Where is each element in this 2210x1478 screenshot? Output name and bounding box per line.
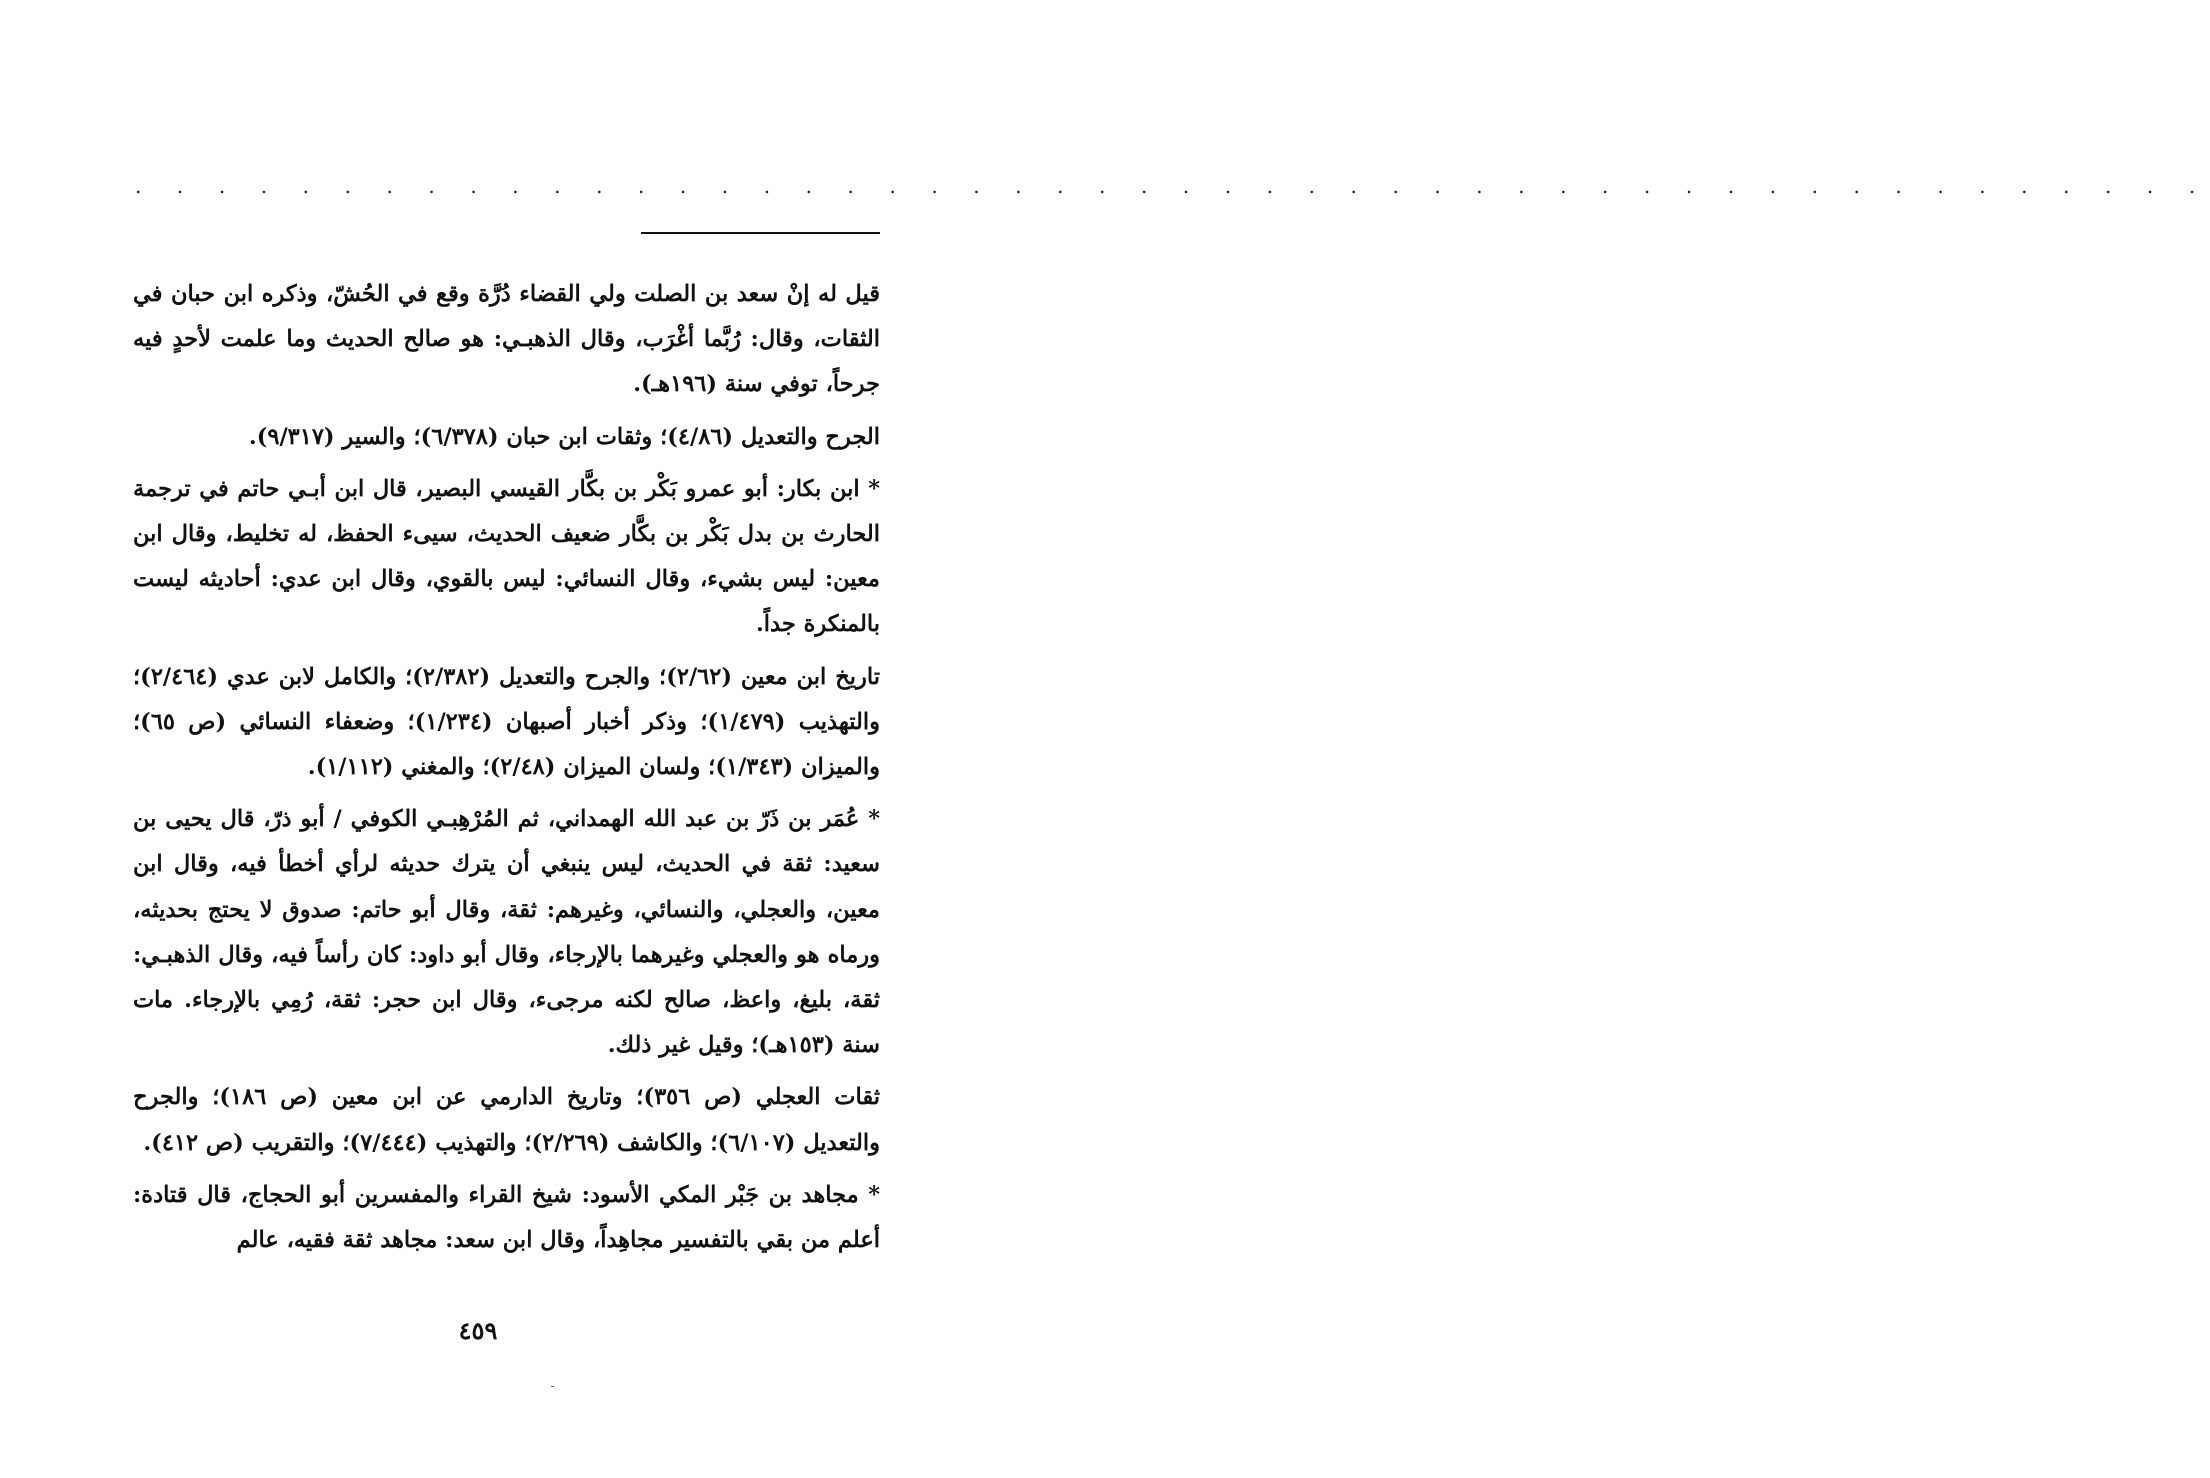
footnote-paragraph: قيل له إنْ سعد بن الصلت ولي القضاء دُرَّة وقع في الحُشّ، وذكره ابن حبان في الثقات، وقال: رُبَّما أغْرَب، وقال الذهبـي: هو صالح الحديث وما علمت لأحدٍ فيه جرحاً، توفي سنة (١٩٦هـ).	[133, 281, 880, 398]
footnote-separator-dots: . . . . . . . . . . . . . . . . . . . . . . . . . . . . . . . . . . . . . . . . . . . . . . . . . .	[135, 174, 2210, 198]
footnote-rule	[641, 232, 880, 234]
footnote-paragraph: * ابن بكار: أبو عمرو بَكْر بن بكَّار القيسي البصير، قال ابن أبـي حاتم في ترجمة الحارث بن بدل بَكْر بن بكَّار ضعيف الحديث، سيىء الحفظ، له تخليط، وقال ابن معين: ليس بشيء، وقال النسائي: ليس بالقوي، وقال ابن عدي: أحاديثه ليست بالمنكرة جداً.	[133, 475, 880, 638]
footnote-reference: الجرح والتعديل (٤/٨٦)؛ وثقات ابن حبان (٦/٣٧٨)؛ والسير (٩/٣١٧).	[248, 423, 880, 450]
footnotes-body	[133, 272, 880, 1270]
footnote-paragraph: * مجاهد بن جَبْر المكي الأسود: شيخ القراء والمفسرين أبو الحجاج، قال قتادة: أعلم من بقي بالتفسير مجاهِداً، وقال ابن سعد: مجاهد ثقة فقيه، عالم	[133, 1181, 880, 1254]
scan-speck	[551, 1386, 554, 1387]
footnote-reference: ثقات العجلي (ص ٣٥٦)؛ وتاريخ الدارمي عن ابن معين (ص ١٨٦)؛ والجرح والتعديل (٦/١٠٧)؛ والكاشف (٢/٢٦٩)؛ والتهذيب (٧/٤٤٤)؛ والتقريب (ص ٤١٢).	[133, 1084, 880, 1156]
footnote-reference: تاريخ ابن معين (٢/٦٢)؛ والجرح والتعديل (٢/٣٨٢)؛ والكامل لابن عدي (٢/٤٦٤)؛ والتهذيب (١/٤٧٩)؛ وذكر أخبار أصبهان (١/٢٣٤)؛ وضعفاء النسائي (ص ٦٥)؛ والميزان (١/٣٤٣)؛ ولسان الميزان (٢/٤٨)؛ والمغني (١/١١٢).	[133, 663, 881, 781]
footnote-paragraph: * عُمَر بن ذَرّ بن عبد الله الهمداني، ثم المُرْهِبـي الكوفي / أبو ذرّ، قال يحيى بن سعيد: ثقة في الحديث، ليس ينبغي أن يترك حديثه لرأي أخطأ فيه، وقال ابن معين، والعجلي، والنسائي، وغيرهم: ثقة، وقال أبو حاتم: صدوق لا يحتج بحديثه، ورماه هو والعجلي وغيرهما بالإرجاء، وقال أبو داود: كان رأساً فيه، وقال الذهبـي: ثقة، بليغ، واعظ، صالح لكنه مرجىء، وقال ابن حجر: ثقة، رُمِي بالإرجاء. مات سنة (١٥٣هـ)؛ وقيل غير ذلك.	[133, 806, 880, 1059]
page-number: ٤٥٩	[458, 1316, 498, 1345]
